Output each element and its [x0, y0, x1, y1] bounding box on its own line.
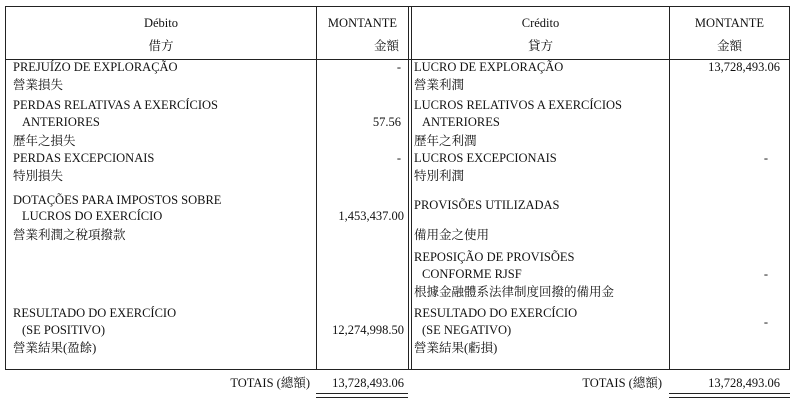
center-divider-a [408, 6, 409, 370]
credit-totals-label: TOTAIS (總額) [582, 376, 662, 390]
debit-row-5-label: RESULTADO DO EXERCÍCIO [13, 306, 177, 320]
credit-row-1-label-cn: 營業利潤 [414, 78, 465, 92]
credit-row-2-label-cn: 歷年之利潤 [414, 134, 477, 148]
credit-row-5-label-cn: 根據金融體系法律制度回撥的備用金 [414, 285, 615, 299]
credit-row-2-label: LUCROS RELATIVOS A EXERCÍCIOS [414, 98, 623, 112]
debit-row-4-amount: 1,453,437.00 [338, 209, 404, 223]
debit-header-cn: 借方 [148, 39, 174, 53]
table-top-border [5, 6, 790, 7]
amount-header-2: MONTANTE [694, 16, 765, 30]
amount-header-2-cn: 金額 [716, 39, 742, 53]
credit-header-cn: 貸方 [527, 39, 553, 53]
debit-row-5-amount: 12,274,998.50 [332, 323, 404, 337]
debit-row-1-amount: - [396, 60, 401, 74]
body-bottom-border [5, 369, 790, 370]
debit-row-5-label-cn: 營業結果(盈餘) [13, 341, 97, 355]
credit-row-6-amount: - [763, 315, 768, 329]
amount-header-cn: 金額 [373, 39, 399, 53]
credit-row-5-label: REPOSIÇÃO DE PROVISÕES [414, 250, 575, 264]
credit-totals-value: 13,728,493.06 [708, 376, 780, 390]
right-border [789, 6, 790, 370]
credit-row-2-label-b: ANTERIORES [422, 115, 500, 129]
credit-row-4-label-cn: 備用金之使用 [414, 228, 490, 242]
credit-total-line-2 [669, 397, 790, 398]
debit-row-1-label-cn: 營業損失 [13, 78, 64, 92]
credit-row-3-label-cn: 特別利潤 [414, 169, 465, 183]
center-divider-b [411, 6, 412, 370]
credit-row-1-label: LUCRO DE EXPLORAÇÃO [414, 60, 564, 74]
debit-total-line-1 [316, 393, 408, 394]
credit-row-3-amount: - [763, 151, 768, 165]
credit-row-3-label: LUCROS EXCEPCIONAIS [414, 151, 557, 165]
debit-totals-value: 13,728,493.06 [332, 376, 404, 390]
credit-row-6-label: RESULTADO DO EXERCÍCIO [414, 306, 578, 320]
credit-row-5-label-b: CONFORME RJSF [422, 267, 522, 281]
debit-row-2-label: PERDAS RELATIVAS A EXERCÍCIOS [13, 98, 219, 112]
debit-row-2-label-b: ANTERIORES [22, 115, 100, 129]
debit-total-line-2 [316, 397, 408, 398]
credit-header: Crédito [521, 16, 560, 30]
left-border [5, 6, 6, 370]
debit-row-4-label-cn: 營業利潤之稅項撥款 [13, 228, 126, 242]
debit-row-1-label: PREJUÍZO DE EXPLORAÇÃO [13, 60, 178, 74]
credit-row-1-amount: 13,728,493.06 [708, 60, 780, 74]
credit-row-4-label: PROVISÕES UTILIZADAS [414, 198, 560, 212]
debit-header: Débito [143, 16, 179, 30]
credit-row-6-label-cn: 營業結果(虧損) [414, 341, 498, 355]
debit-totals-label: TOTAIS (總額) [230, 376, 310, 390]
debit-row-2-label-cn: 歷年之損失 [13, 134, 76, 148]
credit-row-6-label-b: (SE NEGATIVO) [422, 323, 512, 337]
debit-row-4-label-b: LUCROS DO EXERCÍCIO [22, 209, 163, 223]
debit-row-3-label-cn: 特別損失 [13, 169, 64, 183]
debit-row-4-label: DOTAÇÕES PARA IMPOSTOS SOBRE [13, 193, 222, 207]
debit-row-2-amount: 57.56 [372, 115, 401, 129]
debit-row-5-label-b: (SE POSITIVO) [22, 323, 105, 337]
amount-header: MONTANTE [327, 16, 398, 30]
debit-row-3-amount: - [396, 151, 401, 165]
credit-row-5-amount: - [763, 267, 768, 281]
credit-total-line-1 [669, 393, 790, 394]
debit-row-3-label: PERDAS EXCEPCIONAIS [13, 151, 155, 165]
